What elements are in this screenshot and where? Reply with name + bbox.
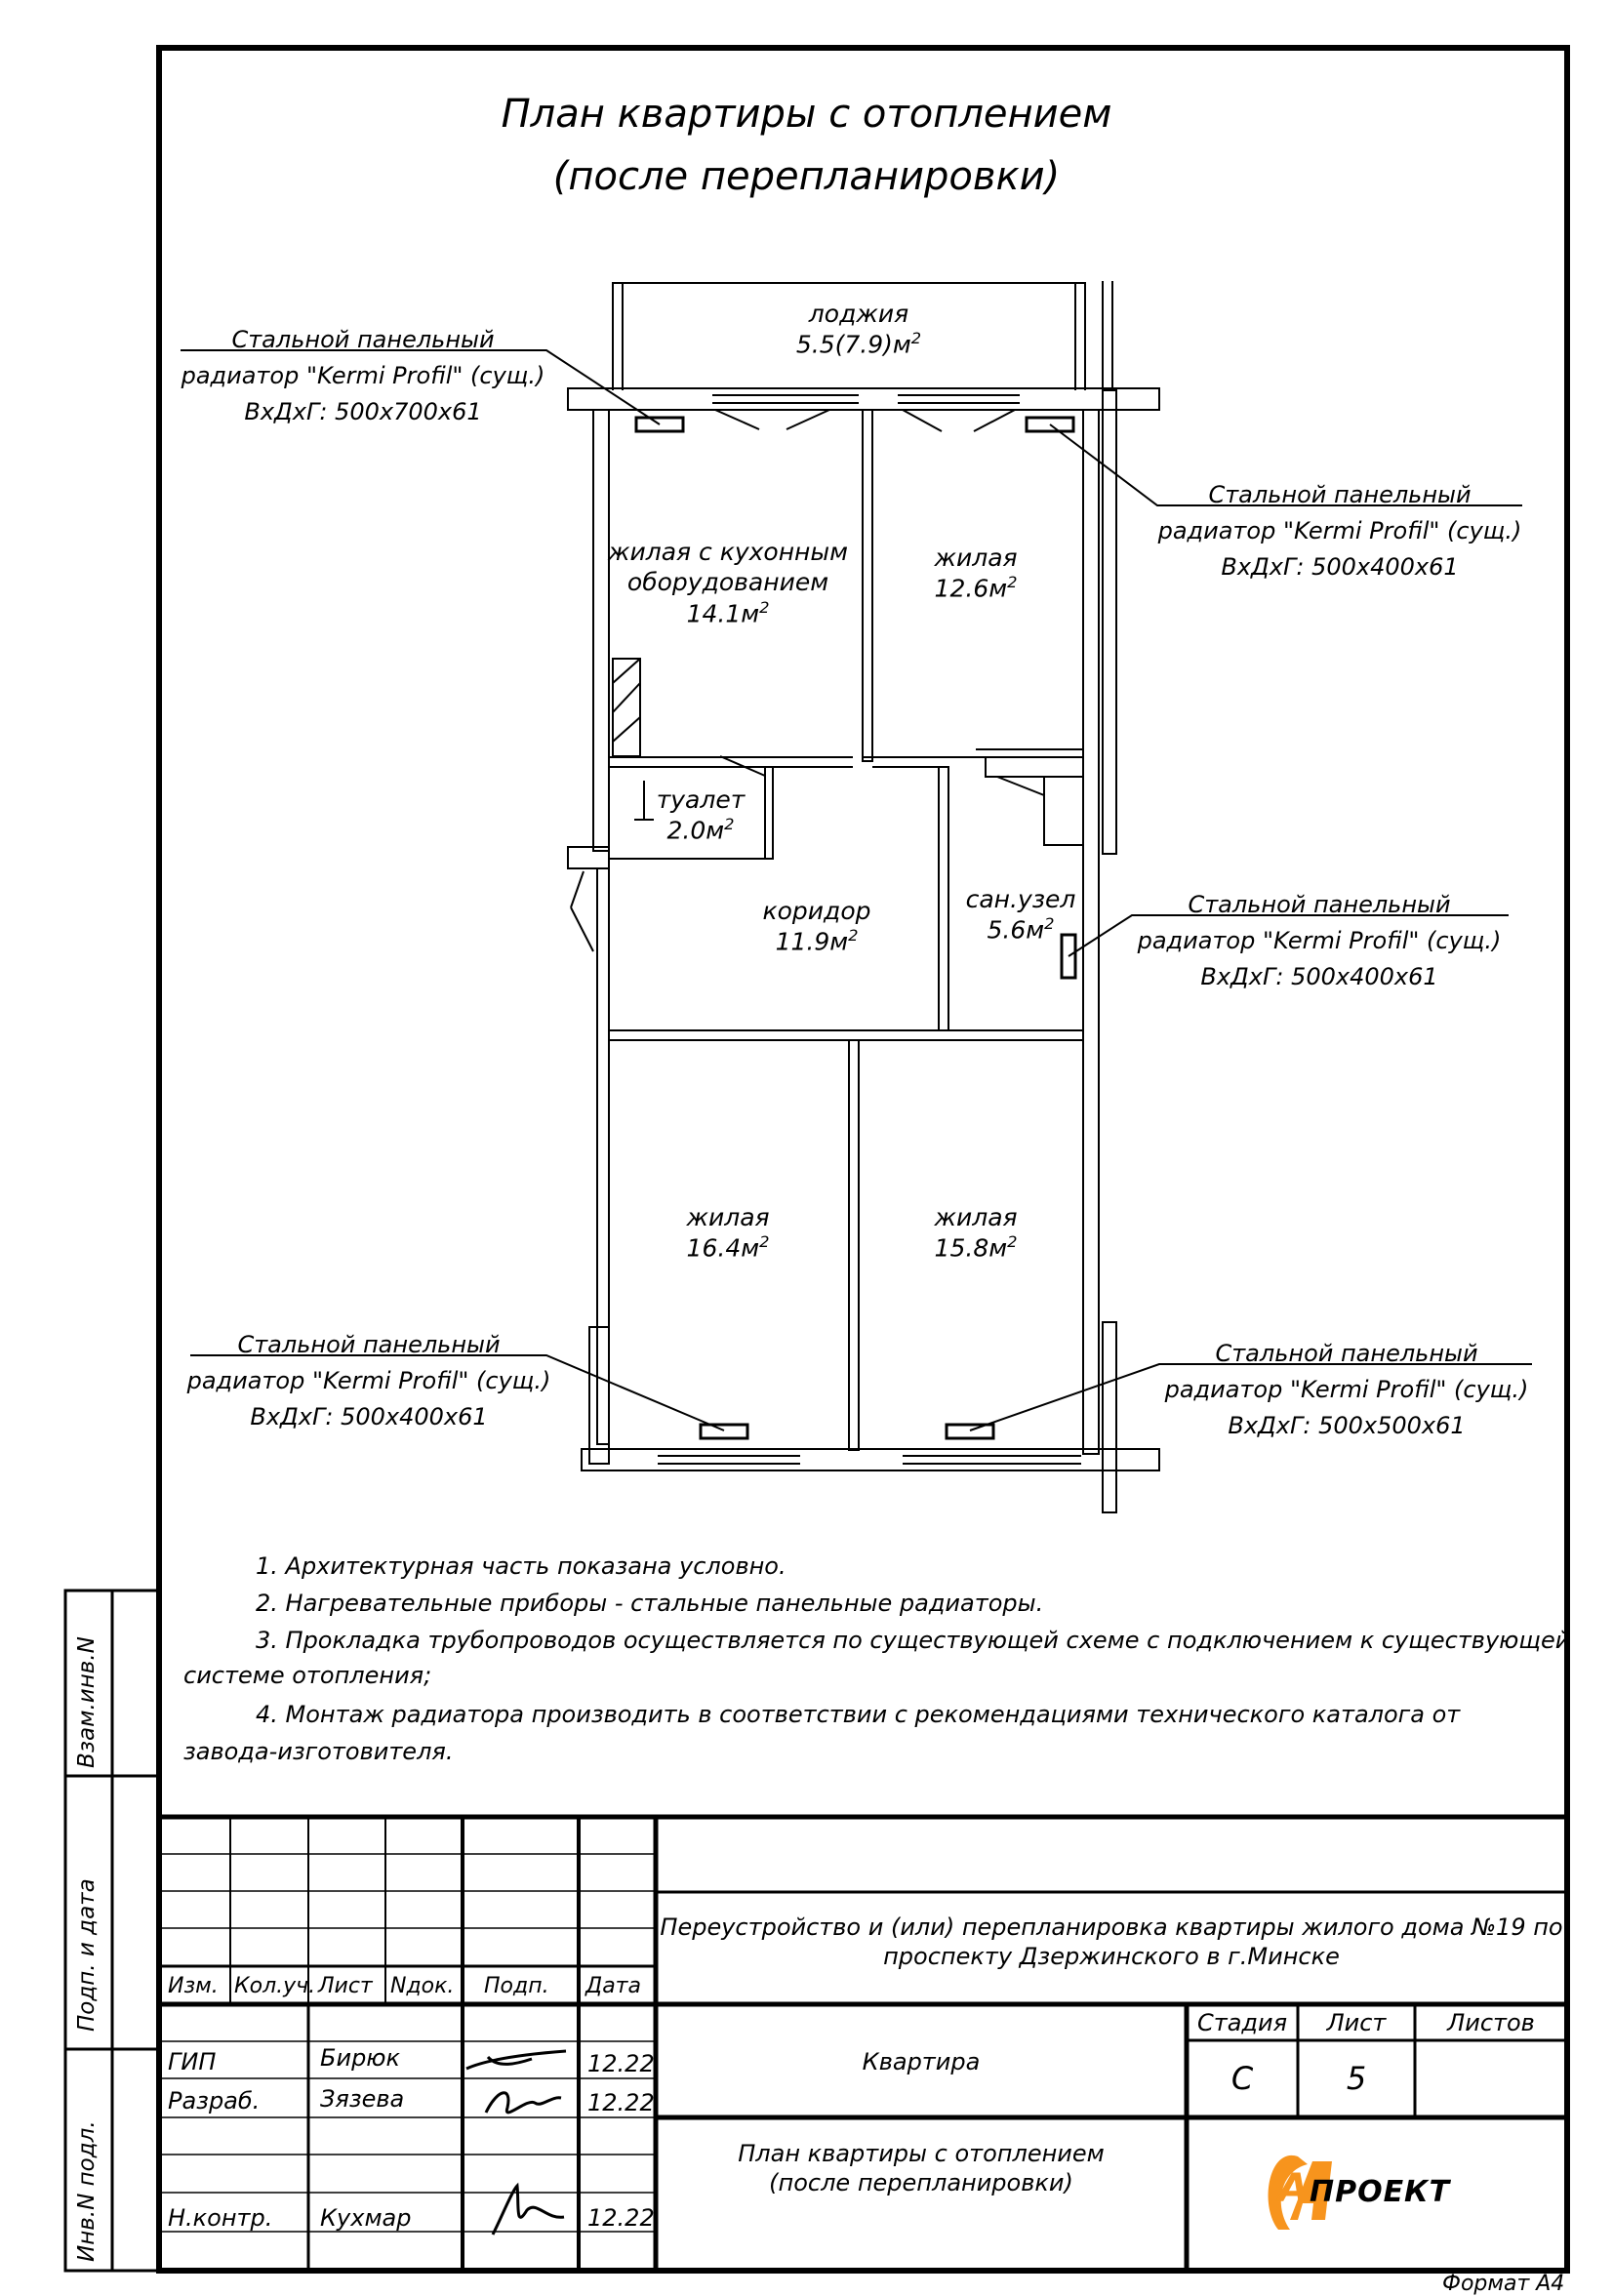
page-title: План квартиры с отоплением — [501, 92, 1112, 137]
tb-stage-label: Стадия — [1196, 2009, 1288, 2036]
page-subtitle: (после перепланировки) — [552, 154, 1061, 199]
tb-header-kol: Кол.уч. — [234, 1974, 316, 1998]
tb-object: Квартира — [862, 2048, 981, 2075]
tb-name: Зязева — [320, 2085, 405, 2113]
tb-date: 12.22 — [587, 2089, 655, 2116]
tb-sheet: 5 — [1346, 2060, 1367, 2097]
tb-name: Кухмар — [320, 2204, 412, 2232]
tb-date: 12.22 — [587, 2204, 655, 2232]
room-loggia: лоджия $5.5(7.9)м^2$ — [795, 300, 922, 359]
tb-header-list: Лист — [318, 1974, 373, 1998]
stamp-podp-data: Подп. и дата — [74, 1878, 100, 2032]
room-bathroom: сан.узел $5.6м^2$ — [965, 885, 1076, 945]
room-kitchen-living: жилая с кухонным оборудованием $14.1м^2$ — [607, 538, 849, 627]
format-label: Формат А4 — [1442, 2272, 1565, 2296]
radiator-icon — [701, 1425, 747, 1438]
radiator-callout: Стальной панельный радиатор "Kermi Profil" (сущ.) ВхДхГ: 500х400х61 — [1137, 891, 1502, 991]
radiator-callout: Стальной панельный радиатор "Kermi Profil" (сущ.) ВхДхГ: 500х700х61 — [181, 326, 545, 426]
tb-header-podp: Подп. — [484, 1974, 549, 1998]
room-living-bottom-left: жилая $16.4м^2$ — [686, 1203, 770, 1263]
tb-date: 12.22 — [587, 2050, 655, 2077]
note: 4. Монтаж радиатора производить в соответствии с рекомендациями технического каталога от — [256, 1701, 1461, 1728]
logo: АПРОЕКТ — [1278, 2166, 1451, 2211]
stamp-vzam-inv: Взам.инв.N — [74, 1636, 100, 1768]
note: 1. Архитектурная часть показана условно. — [256, 1552, 786, 1580]
tb-role: Разраб. — [168, 2087, 261, 2115]
tb-header-ndok: Nдок. — [390, 1974, 455, 1998]
note: 2. Нагревательные приборы - стальные панельные радиаторы. — [256, 1590, 1044, 1617]
radiator-callout: Стальной панельный радиатор "Kermi Profil" (сущ.) ВхДхГ: 500х500х61 — [1164, 1340, 1529, 1440]
tb-stage: С — [1230, 2060, 1254, 2097]
radiator-callout: Стальной панельный радиатор "Kermi Profil" (сущ.) ВхДхГ: 500х400х61 — [1157, 481, 1522, 582]
note: 3. Прокладка трубопроводов осуществляется по существующей схеме с подключением к существующей — [256, 1627, 1571, 1654]
note: завода-изготовителя. — [183, 1738, 454, 1765]
room-living-bottom-right: жилая $15.8м^2$ — [934, 1203, 1018, 1263]
tb-header-izm: Изм. — [168, 1974, 219, 1998]
stamp-inv-podl: Инв.N подл. — [74, 2120, 100, 2262]
tb-sheet-label: Лист — [1326, 2009, 1387, 2036]
tb-sheets-label: Листов — [1447, 2009, 1535, 2036]
tb-name: Бирюк — [320, 2044, 400, 2072]
tb-header-data: Дата — [585, 1974, 641, 1998]
room-living-top-right: жилая $12.6м^2$ — [934, 544, 1018, 603]
tb-role: Н.контр. — [168, 2204, 273, 2232]
radiator-callout: Стальной панельный радиатор "Kermi Profil" (сущ.) ВхДхГ: 500х400х61 — [186, 1331, 551, 1431]
tb-role: ГИП — [168, 2048, 217, 2075]
room-corridor: коридор $11.9м^2$ — [762, 897, 871, 956]
room-toilet: туалет $2.0м^2$ — [656, 785, 746, 845]
radiator-icon — [947, 1425, 993, 1438]
note: системе отопления; — [183, 1662, 432, 1689]
tb-sheet-title: План квартиры с отоплением (после перепланировки) — [738, 2140, 1105, 2196]
tb-project: Переустройство и (или) перепланировка квартиры жилого дома №19 по проспекту Дзержинского в г.Минске — [660, 1913, 1563, 1970]
